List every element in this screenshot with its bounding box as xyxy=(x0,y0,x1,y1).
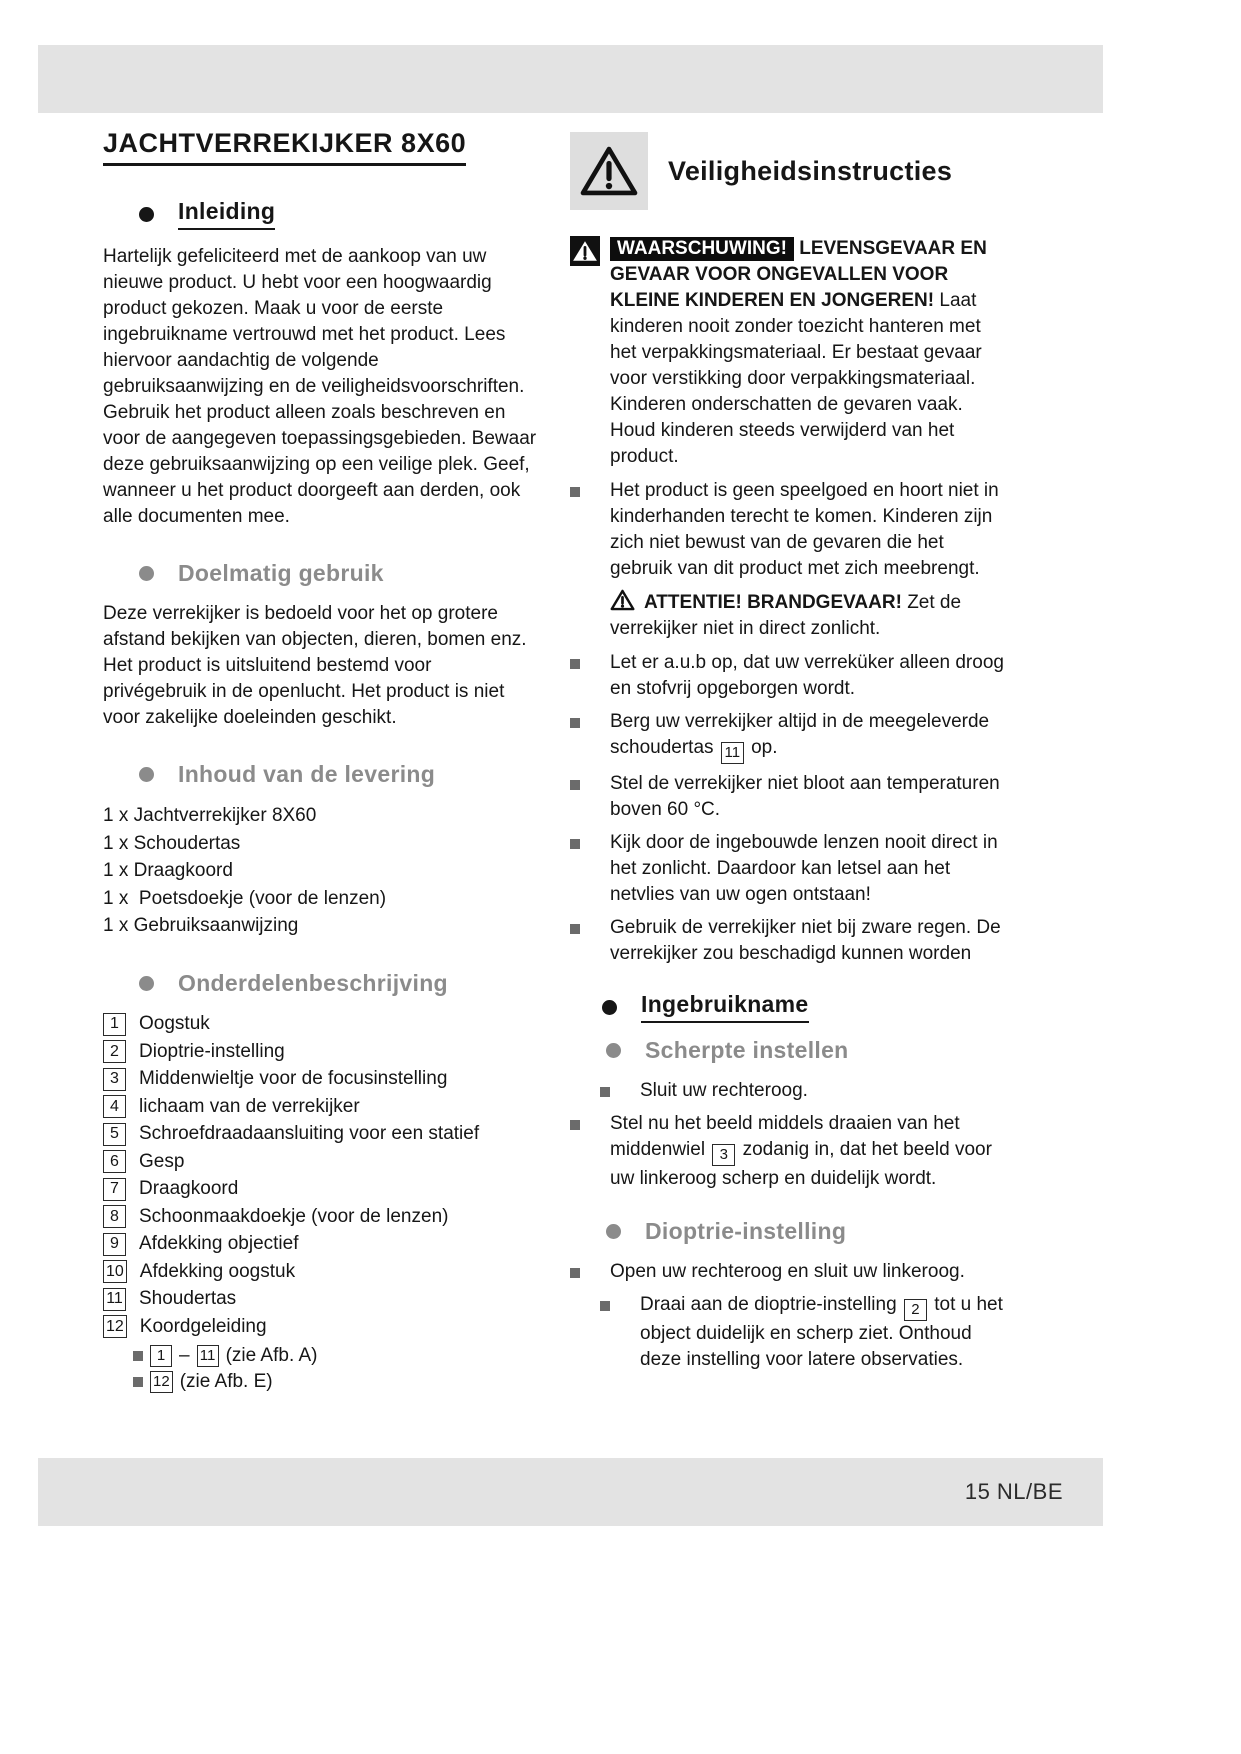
parts-list xyxy=(103,1011,540,1341)
part-ref-box: 11 xyxy=(721,742,744,764)
ref-text: (zie Afb. A) xyxy=(225,1344,318,1366)
list-item-text: Gebruik de verrekijker niet bij zware regen. De verrekijker zou beschadigd kunnen worden xyxy=(610,917,1001,964)
list-item xyxy=(600,1078,1008,1104)
ref-number-box: 1 xyxy=(150,1345,172,1367)
square-bullet-icon xyxy=(600,1301,610,1311)
part-number-box: 1 xyxy=(103,1013,126,1036)
attentie-body: Zet de verrekijker niet in direct zonlicht. xyxy=(610,592,962,639)
list-item xyxy=(570,915,1008,967)
part-number-box: 12 xyxy=(103,1315,127,1338)
warning-body: Laat kinderen nooit zonder toezicht hanteren met het verpakkingsmateriaal. Er bestaat gevaar voor verstikking door verpakkingsmateriaal. Kinderen onderschatten de gevaren vaak. Houd kinderen steeds verwijderd van het product. xyxy=(610,290,982,467)
part-label: Schoonmaakdoekje (voor de lenzen) xyxy=(139,1205,449,1227)
part-number-box: 4 xyxy=(103,1095,126,1118)
part-ref-box: 3 xyxy=(712,1144,735,1166)
text-fragment: Draai aan de dioptrie-instelling xyxy=(640,1294,897,1315)
heading-ingebruikname: Ingebruikname xyxy=(641,991,809,1023)
part-row xyxy=(103,1231,540,1259)
safety-heading-block xyxy=(570,132,1008,210)
list-item-text xyxy=(610,1111,1008,1192)
part-label: Draagkoord xyxy=(139,1178,239,1200)
warning-triangle-small-icon xyxy=(610,589,635,611)
supply-item: 1 x Schoudertas xyxy=(103,832,241,854)
list-item-text: Open uw rechteroog en sluit uw linkeroog. xyxy=(610,1261,965,1282)
list-item-text xyxy=(640,1292,1008,1373)
part-row xyxy=(103,1286,540,1314)
part-label: Dioptrie-instelling xyxy=(139,1040,285,1062)
square-bullet-icon xyxy=(570,924,580,934)
warning-triangle-icon xyxy=(570,132,648,210)
text-fragment: op. xyxy=(751,737,778,758)
part-row xyxy=(103,1258,540,1286)
list-item-text: Let er a.u.b op, dat uw verreküker alleen droog en stofvrij opgeborgen wordt. xyxy=(610,652,1004,699)
part-number-box: 8 xyxy=(103,1205,126,1228)
attentie-block xyxy=(610,589,1008,642)
part-label: Afdekking oogstuk xyxy=(139,1260,296,1282)
warning-text xyxy=(610,236,1008,470)
page-title: JACHTVERREKIJKER 8X60 xyxy=(103,128,466,166)
square-bullet-icon xyxy=(570,1120,580,1130)
supply-item: 1 x Jachtverrekijker 8X60 xyxy=(103,805,317,826)
ref-number-box: 11 xyxy=(197,1345,219,1367)
part-row xyxy=(103,1121,540,1149)
list-item xyxy=(570,709,1008,764)
supply-item: 1 x Draagkoord xyxy=(103,860,233,881)
text-fragment: tot u het object duidelijk en scherp ziet. Onthoud deze instelling voor latere observaties. xyxy=(640,1294,1003,1370)
heading-doelmatig: Doelmatig gebruik xyxy=(178,560,384,586)
list-item xyxy=(570,1259,1008,1285)
heading-inleiding: Inleiding xyxy=(178,198,275,230)
square-bullet-icon xyxy=(570,780,580,790)
part-label: lichaam van de verrekijker xyxy=(139,1095,360,1117)
square-bullet-icon xyxy=(600,1087,610,1097)
part-number-box: 5 xyxy=(103,1123,126,1146)
page-number: 15 NL/BE xyxy=(964,1479,1063,1504)
section-heading-inleiding xyxy=(103,198,540,230)
section-heading-scherpte xyxy=(570,1037,1008,1064)
part-label: Schroefdraadaansluiting voor een statief xyxy=(139,1123,480,1145)
square-bullet-icon xyxy=(570,1268,580,1278)
part-row xyxy=(103,1038,540,1066)
ref-dash: – xyxy=(179,1344,190,1366)
heading-veiligheid: Veiligheidsinstructies xyxy=(668,155,953,186)
part-label: Gesp xyxy=(139,1150,185,1172)
square-bullet-icon xyxy=(570,718,580,728)
part-ref-box: 2 xyxy=(904,1299,927,1321)
part-row xyxy=(103,1313,540,1341)
page-content xyxy=(103,128,1008,1393)
heading-dioptrie: Dioptrie-instelling xyxy=(645,1218,847,1244)
part-label: Afdekking objectief xyxy=(139,1233,299,1255)
right-column xyxy=(570,128,1008,1393)
bullet-dot-icon xyxy=(139,767,154,782)
bullet-dot-icon xyxy=(606,1043,621,1058)
part-row xyxy=(103,1176,540,1204)
list-item-text: Het product is geen speelgoed en hoort niet in kinderhanden terecht te komen. Kinderen zijn zich niet bewust van de gevaren die het gebruik van dit product met zich meebrengt. xyxy=(610,480,999,579)
part-row xyxy=(103,1203,540,1231)
warning-label: WAARSCHUWING! xyxy=(610,237,794,261)
square-bullet-icon xyxy=(570,839,580,849)
part-row xyxy=(103,1066,540,1094)
list-item xyxy=(570,650,1008,702)
part-label: Koordgeleiding xyxy=(139,1315,267,1337)
footer-bar xyxy=(38,1458,1103,1526)
text-fragment: Berg uw verrekijker altijd in de meegeleverde schoudertas xyxy=(610,711,990,758)
inleiding-paragraph: Hartelijk gefeliciteerd met de aankoop van uw nieuwe product. U hebt voor een hoogwaardig product gekozen. Maak u voor de eerste ingebruikname vertrouwd met het product. Lees hiervoor aandachtig de volgende gebruiksaanwijzing en de veiligheidsvoorschriften. Gebruik het product alleen zoals beschreven en voor de aangegeven toepassingsgebieden. Bewaar deze gebruiksaanwijzing op een veilige plek. Geef, wanneer u het product doorgeeft aan derden, ook alle documenten mee. xyxy=(103,246,537,527)
list-item-text: Kijk door de ingebouwde lenzen nooit direct in het zonlicht. Daardoor kan letsel aan het netvlies van uw ogen ontstaan! xyxy=(610,832,998,905)
ref-number-box: 12 xyxy=(150,1371,173,1393)
part-row xyxy=(103,1011,540,1039)
supply-list xyxy=(103,802,540,940)
section-heading-ingebruikname xyxy=(570,991,1008,1023)
square-bullet-icon xyxy=(133,1377,143,1387)
part-label: Oogstuk xyxy=(139,1013,210,1035)
warning-square-icon xyxy=(570,236,600,266)
bullet-dot-icon xyxy=(139,566,154,581)
part-row xyxy=(103,1093,540,1121)
figure-reference-a xyxy=(133,1345,540,1367)
part-number-box: 2 xyxy=(103,1040,126,1063)
part-number-box: 10 xyxy=(103,1260,127,1283)
list-item xyxy=(570,830,1008,908)
supply-item: 1 x Gebruiksaanwijzing xyxy=(103,915,299,936)
left-column xyxy=(103,128,540,1393)
part-number-box: 11 xyxy=(103,1288,126,1311)
part-row xyxy=(103,1148,540,1176)
attentie-emphasis: ATTENTIE! BRANDGEVAAR! xyxy=(644,592,902,613)
part-number-box: 6 xyxy=(103,1150,126,1173)
bullet-dot-icon xyxy=(606,1224,621,1239)
section-heading-onderdelen xyxy=(103,970,540,997)
supply-item: 1 x Poetsdoekje (voor de lenzen) xyxy=(103,887,387,909)
bullet-dot-icon xyxy=(139,207,154,222)
list-item xyxy=(570,478,1008,582)
part-number-box: 3 xyxy=(103,1068,126,1091)
list-item-text: Sluit uw rechteroog. xyxy=(640,1080,808,1101)
section-heading-inhoud xyxy=(103,761,540,788)
list-item-text: Stel de verrekijker niet bloot aan temperaturen boven 60 °C. xyxy=(610,773,1000,820)
part-number-box: 7 xyxy=(103,1178,126,1201)
text-fragment: zodanig in, dat het beeld voor uw linkeroog scherp en duidelijk wordt. xyxy=(610,1139,992,1189)
section-heading-doelmatig xyxy=(103,560,540,587)
part-label: Middenwieltje voor de focusinstelling xyxy=(139,1068,448,1090)
list-item xyxy=(570,771,1008,823)
bullet-dot-icon xyxy=(602,1000,617,1015)
square-bullet-icon xyxy=(133,1351,143,1361)
header-bar xyxy=(38,45,1103,113)
heading-scherpte: Scherpte instellen xyxy=(645,1037,849,1063)
warning-block xyxy=(570,236,1008,470)
heading-inhoud: Inhoud van de levering xyxy=(178,761,436,787)
square-bullet-icon xyxy=(570,487,580,497)
part-label: Shoudertas xyxy=(139,1288,237,1310)
figure-reference-e xyxy=(133,1371,540,1393)
heading-onderdelen: Onderdelenbeschrijving xyxy=(178,969,448,996)
section-heading-dioptrie xyxy=(570,1218,1008,1245)
warning-emphasis: LEVENSGEVAAR EN GEVAAR VOOR ONGEVALLEN VOOR KLEINE KINDEREN EN JONGEREN! xyxy=(610,238,987,311)
part-number-box: 9 xyxy=(103,1233,126,1256)
list-item xyxy=(600,1292,1008,1373)
text-fragment: Stel nu het beeld middels draaien van het middenwiel xyxy=(610,1113,960,1160)
ref-text: (zie Afb. E) xyxy=(179,1370,273,1392)
doelmatig-paragraph: Deze verrekijker is bedoeld voor het op grotere afstand bekijken van objecten, dieren, bomen enz. Het product is uitsluitend bestemd voor privégebruik in de openlucht. Het product is niet voor zakelijke doeleinden geschikt. xyxy=(103,603,527,728)
square-bullet-icon xyxy=(570,659,580,669)
bullet-dot-icon xyxy=(139,976,154,991)
list-item-text xyxy=(610,709,1008,764)
list-item xyxy=(570,1111,1008,1192)
